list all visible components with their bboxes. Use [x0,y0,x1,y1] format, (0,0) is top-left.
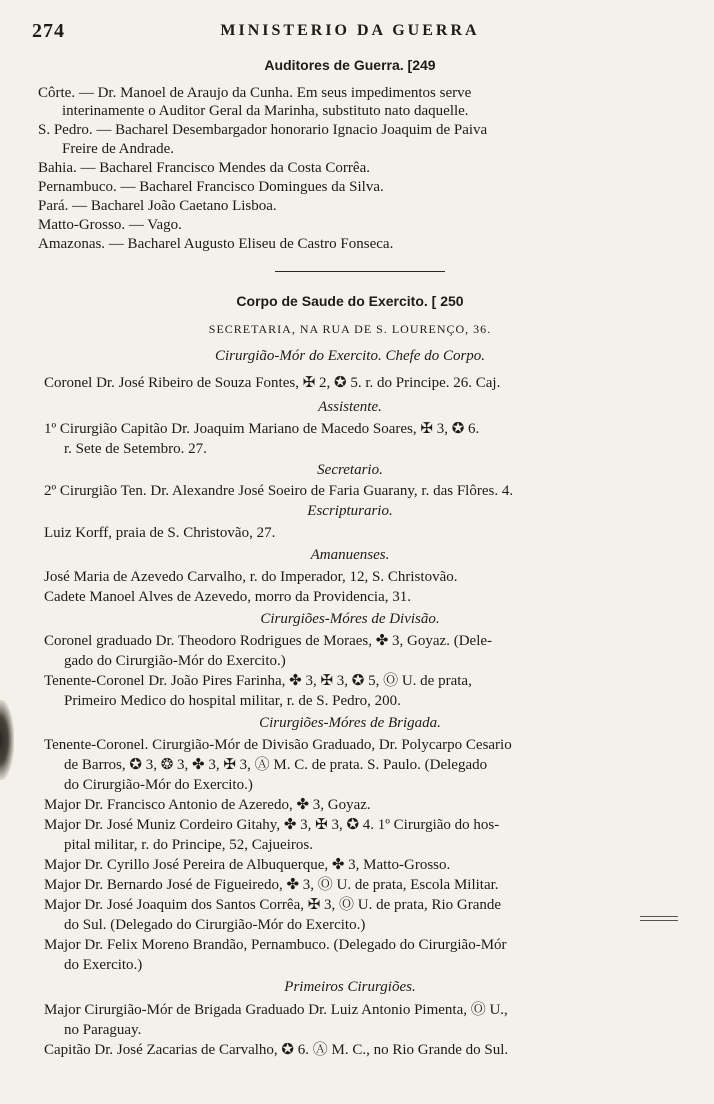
section-title-auditores: Auditores de Guerra. [249 [264,57,436,73]
secretaria-address: SECRETARIA, NA RUA DE S. LOURENÇO, 36. [208,322,492,336]
page-header [30,18,670,48]
printer-mark [640,916,678,921]
text-line: do Exercito.) [64,957,143,973]
text-line: Pará. — Bacharel João Caetano Lisboa. [38,198,277,214]
subheading-amanuenses: Amanuenses. [310,547,390,563]
text-line: Pernambuco. — Bacharel Francisco Domingues da Silva. [38,179,384,195]
text-line: Coronel graduado Dr. Theodoro Rodrigues de Moraes, ✤ 3, Goyaz. (Dele- [44,633,493,649]
text-line: Tenente-Coronel. Cirurgião-Mór de Divisão Graduado, Dr. Polycarpo Cesario [44,737,512,753]
text-line: Major Dr. Bernardo José de Figueiredo, ✤ 3, Ⓞ U. de prata, Escola Militar. [44,877,499,893]
text-line: José Maria de Azevedo Carvalho, r. do Imperador, 12, S. Christovão. [44,569,458,585]
text-line: Côrte. — Dr. Manoel de Araujo da Cunha. Em seus impedimentos serve [38,85,472,101]
text-line: gado do Cirurgião-Mór do Exercito.) [64,653,286,669]
text-line: Amazonas. — Bacharel Augusto Eliseu de Castro Fonseca. [38,236,394,252]
binding-shadow [0,700,14,780]
text-line: do Sul. (Delegado do Cirurgião-Mór do Exercito.) [64,917,366,933]
text-line: Cadete Manoel Alves de Azevedo, morro da Providencia, 31. [44,589,411,605]
text-line: pital militar, r. do Principe, 52, Cajueiros. [64,837,313,853]
text-line: S. Pedro. — Bacharel Desembargador honorario Ignacio Joaquim de Paiva [38,122,488,138]
text-line: Major Cirurgião-Mór de Brigada Graduado Dr. Luiz Antonio Pimenta, Ⓞ U., [44,1002,508,1018]
text-line: de Barros, ✪ 3, ❂ 3, ✤ 3, ✠ 3, Ⓐ M. C. de prata. S. Paulo. (Delegado [64,757,488,773]
subheading-brigada: Cirurgiões-Móres de Brigada. [259,715,441,731]
text-line: Matto-Grosso. — Vago. [38,217,182,233]
subheading-secretario: Secretario. [317,462,383,478]
text-line: Luiz Korff, praia de S. Christovão, 27. [44,525,276,541]
text-line: Major Dr. Francisco Antonio de Azeredo, ✤ 3, Goyaz. [44,797,371,813]
section-divider [275,271,445,272]
text-line: r. Sete de Setembro. 27. [64,441,207,457]
text-line: Coronel Dr. José Ribeiro de Souza Fontes, ✠ 2, ✪ 5. r. do Principe. 26. Caj. [44,375,501,391]
text-line: do Cirurgião-Mór do Exercito.) [64,777,253,793]
subheading-cirurgiao-mor: Cirurgião-Mór do Exercito. Chefe do Corpo. [214,348,486,364]
subheading-escripturario: Escripturario. [307,503,393,519]
text-line: 1º Cirurgião Capitão Dr. Joaquim Mariano de Macedo Soares, ✠ 3, ✪ 6. [44,421,480,437]
text-line: no Paraguay. [64,1022,142,1038]
page-number: 274 [32,20,65,42]
subheading-assistente: Assistente. [318,399,382,415]
text-line: Major Dr. José Muniz Cordeiro Gitahy, ✤ 3, ✠ 3, ✪ 4. 1º Cirurgião do hos- [44,817,500,833]
text-line: Major Dr. Felix Moreno Brandão, Pernambuco. (Delegado do Cirurgião-Mór [44,937,507,953]
text-line: Bahia. — Bacharel Francisco Mendes da Costa Corrêa. [38,160,370,176]
text-line: Freire de Andrade. [62,141,175,157]
text-line: Major Dr. Cyrillo José Pereira de Albuquerque, ✤ 3, Matto-Grosso. [44,857,451,873]
running-title: MINISTERIO DA GUERRA [220,22,480,39]
text-line: Tenente-Coronel Dr. João Pires Farinha, ✤ 3, ✠ 3, ✪ 5, Ⓞ U. de prata, [44,673,472,689]
text-line: interinamente o Auditor Geral da Marinha, substituto nato daquelle. [62,103,469,119]
section-title-corpo: Corpo de Saude do Exercito. [ 250 [236,293,464,309]
subheading-divisao: Cirurgiões-Móres de Divisão. [260,611,440,627]
subheading-primeiros: Primeiros Cirurgiões. [284,979,416,995]
text-line: 2º Cirurgião Ten. Dr. Alexandre José Soeiro de Faria Guarany, r. das Flôres. 4. [44,483,514,499]
text-line: Capitão Dr. José Zacarias de Carvalho, ✪ 6. Ⓐ M. C., no Rio Grande do Sul. [44,1042,509,1058]
text-line: Primeiro Medico do hospital militar, r. de S. Pedro, 200. [64,693,401,709]
text-line: Major Dr. José Joaquim dos Santos Corrêa, ✠ 3, Ⓞ U. de prata, Rio Grande [44,897,502,913]
